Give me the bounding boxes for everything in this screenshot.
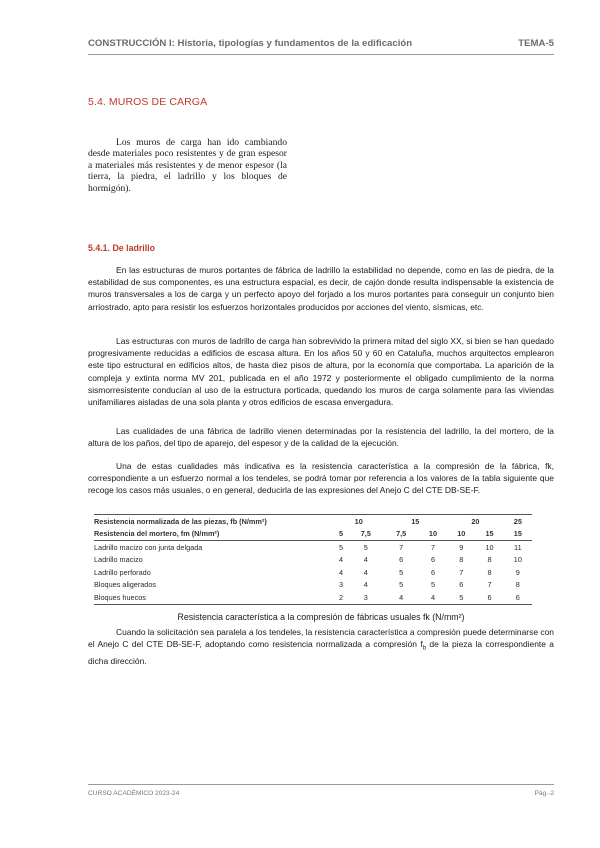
table-cell: 6: [430, 567, 435, 577]
table-cell: 6: [430, 555, 435, 565]
table-cell: 4: [419, 591, 447, 604]
table-cell: 5: [363, 542, 368, 552]
table-cell: 2: [334, 591, 348, 604]
course-title: CONSTRUCCIÓN I: Historia, tipologías y fundamentos de la edificación: [88, 38, 413, 49]
table-cell: 7: [487, 580, 492, 590]
footer-divider: [88, 784, 554, 785]
table-cell: 6: [475, 591, 503, 604]
table-cell: 8: [487, 567, 492, 577]
group-cell: 20: [447, 515, 504, 528]
subheader-label: Resistencia del mortero, fm (N/mm²): [94, 528, 334, 541]
table-cell: 8: [487, 555, 492, 565]
section-title: 5.4. MUROS DE CARGA: [88, 96, 208, 108]
mortar-cell: 15: [475, 528, 503, 541]
table-cell: 7: [430, 542, 435, 552]
table-cell: 5: [447, 591, 475, 604]
table-cell: 5: [430, 580, 435, 590]
table-cell: 7: [459, 567, 464, 577]
paragraph-2: Las estructuras con muros de ladrillo de carga han sobrevivido la primera mitad del siglo XX, si bien se han quedado progresivamente reducidas a edificios de escasa altura. En los años 50 y 60 en Cataluña, muchos arquitectos emplearon este tipo estructural en edificios altos, de hasta diez pisos de altura, por la economía que comportaba. La aparición de la compleja y extinta norma MV 201, publicada en el año 1972 y posteriormente el obligado cumplimiento de la norma sismorresistente conducían al uso de la estructura porticada, quedando los muros de carga solamente para las viviendas unifamiliares aisladas de una sola planta y otros edificios de escasa envergadura.: [88, 336, 554, 408]
table-cell: 6: [459, 580, 464, 590]
table-cell: 5: [399, 567, 404, 577]
row-label: Ladrillo perforado: [94, 567, 151, 577]
table-cell: 4: [383, 591, 418, 604]
mortar-cell: 7,5: [348, 528, 383, 541]
table-cell: 8: [515, 580, 520, 590]
table-header-row: [94, 515, 532, 528]
paragraph-5: [88, 626, 554, 667]
group-cell: 15: [383, 515, 447, 528]
header-divider: [88, 54, 554, 55]
tema-label: TEMA-5: [518, 38, 554, 49]
table-row: [94, 591, 532, 604]
section-intro: Los muros de carga han ido cambiando desde materiales poco resistentes y de gran espesor a materiales más resistentes y de menor espesor (la tierra, la piedra, el ladrillo y los bloques de hormigón).: [88, 137, 287, 194]
page-header: [88, 38, 554, 52]
row-label: Bloques aligerados: [94, 580, 157, 590]
table-cell: 6: [399, 555, 404, 565]
table-cell: 4: [339, 567, 344, 577]
mortar-cell: 15: [504, 528, 532, 541]
paragraph-5-text-b: de la pieza la correspondiente a dicha dirección.: [88, 639, 554, 667]
table-cell: 10: [485, 542, 494, 552]
table-row: [94, 541, 532, 554]
paragraph-1: En las estructuras de muros portantes de fábrica de ladrillo la estabilidad no depende, como en las de piedra, de la estabilidad de sus componentes, es una estructura espacial, es decir, de cajón donde resulta indispensable la existencia de muros transversales a los de carga y un perfecto apoyo del forjado a los muros portantes para conseguir un conjunto bien arriostrado, apto para resistir los esfuerzos horizontales producidos por acciones del viento, sísmicas, etc.: [88, 265, 554, 312]
row-label: Ladrillo macizo con junta delgada: [94, 542, 203, 552]
group-cell: 10: [334, 515, 383, 528]
table-row: [94, 579, 532, 592]
mortar-cell: 7,5: [383, 528, 418, 541]
row-label: Bloques huecos: [94, 591, 334, 604]
table-cell: 4: [363, 567, 368, 577]
table-cell: 4: [363, 580, 368, 590]
table-cell: 9: [515, 567, 520, 577]
paragraph-5-text-a: Cuando la solicitación sea paralela a los tendeles, la resistencia característica a compresión puede determinarse con el Anejo C del CTE DB-SE-F, adoptando como resistencia normalizada a compresión f: [88, 627, 554, 650]
academic-year: CURSO ACADÉMICO 2023-24: [88, 790, 180, 797]
paragraph-3: Las cualidades de una fábrica de ladrillo vienen determinadas por la resistencia del ladrillo, la del mortero, de la altura de los paños, del tipo de aparejo, del espesor y de la calidad de la ejecución.: [88, 426, 554, 449]
table-cell: 6: [504, 591, 532, 604]
group-cell: 25: [504, 515, 532, 528]
paragraph-4: Una de estas cualidades más indicativa es la resistencia característica a la compresión de la fábrica, fk, correspondiente a un esfuerzo normal a los tendeles, se podrá tomar por referencia a los valores de la tabla siguiente que recoge los casos más usuales, o en general, deducirla de las expresiones del Anejo C del CTE DB-SE-F.: [88, 461, 554, 496]
table-cell: 5: [339, 542, 344, 552]
paragraph-5-subscript: b: [422, 645, 427, 652]
page-number: Pág.-2: [534, 790, 554, 797]
table-cell: 5: [399, 580, 404, 590]
table-cell: 10: [513, 555, 522, 565]
resistance-table: [94, 514, 532, 605]
mortar-cell: 5: [334, 528, 348, 541]
mortar-cell: 10: [447, 528, 475, 541]
header-label: Resistencia normalizada de las piezas, fb (N/mm²): [94, 515, 334, 528]
table-row: [94, 554, 532, 567]
table-cell: 9: [459, 542, 464, 552]
table-cell: 3: [348, 591, 383, 604]
table-cell: 8: [459, 555, 464, 565]
table-caption: Resistencia característica a la compresión de fábricas usuales fk (N/mm²): [177, 612, 465, 622]
subsection-title: 5.4.1. De ladrillo: [88, 243, 155, 253]
mortar-cell: 10: [419, 528, 447, 541]
table-cell: 3: [339, 580, 344, 590]
table-cell: 4: [363, 555, 368, 565]
table-cell: 7: [399, 542, 404, 552]
table-row: [94, 566, 532, 579]
table-cell: 4: [339, 555, 344, 565]
table-cell: 11: [514, 542, 522, 552]
row-label: Ladrillo macizo: [94, 555, 143, 565]
table-subheader-row: [94, 528, 532, 541]
